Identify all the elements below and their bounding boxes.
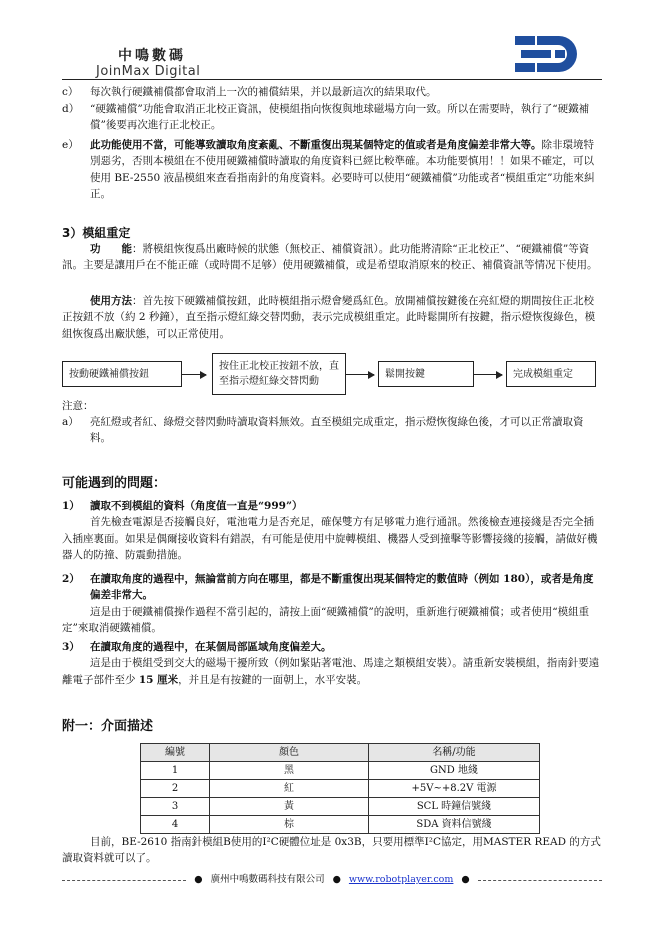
footer-bullet: ● (332, 874, 341, 885)
flow-step-4: 完成模組重定 (506, 361, 596, 387)
problem-body: 首先檢查電源是否接觸良好，電池電力是否充足，確保雙方有足够電力進行通訊。然後檢查連接綫是否完全插入插座裏面。如果是偶爾接收資料有錯誤，有可能是使用中旋轉模組、機器人受到撞擊等影響接綫的接觸，請做好機器人的防撞、防震動措施。 (62, 516, 598, 561)
problems-heading: 可能遇到的問題： (62, 476, 167, 491)
table-cell: 棕 (210, 816, 369, 834)
flow-step-1: 按動硬鐵補償按鈕 (62, 361, 182, 387)
interface-table (140, 743, 540, 834)
column-header: 名稱/功能 (369, 744, 540, 762)
problem-title: 在讀取角度的過程中，無論當前方向在哪里，都是不斷重復出現某個特定的數值時（例如 180），或者是角度偏差非常大。 (90, 573, 594, 602)
table-row (141, 798, 540, 816)
table-cell: 黃 (210, 798, 369, 816)
table-cell: GND 地綫 (369, 762, 540, 780)
note-item-a (62, 414, 602, 447)
problem-1 (62, 498, 602, 563)
table-cell: 3 (141, 798, 210, 816)
table-cell: SCL 時鐘信號綫 (369, 798, 540, 816)
problem-body-emphasis: 15 厘米 (138, 673, 179, 686)
problem-title: 在讀取角度的過程中，在某個局部區域角度偏差大。 (90, 641, 332, 653)
table-header-row (141, 744, 540, 762)
table-cell: 4 (141, 816, 210, 834)
usage-text: ：首先按下硬鐵補償按鈕，此時模組指示燈會變爲紅色。放開補償按鍵後在亮紅燈的期間按住正北校正按鈕不放（約 2 秒鐘），直至指示燈紅綠交替閃動，表示完成模組重定。此時鬆開所有按鍵，指示燈恢復綠色，模組恢復爲出廠狀態，可以正常使用。 (62, 295, 596, 340)
usage-label: 使用方法 (90, 295, 132, 307)
problem-title: 讀取不到模組的資料（角度值一直是“999”） (90, 500, 303, 512)
flow-arrow (474, 374, 502, 375)
problem-2 (62, 571, 602, 636)
table-row (141, 780, 540, 798)
column-header: 編號 (141, 744, 210, 762)
function-paragraph (62, 241, 602, 274)
list-label: 2） (62, 573, 80, 585)
list-label: d） (62, 103, 80, 115)
function-label: 功 能 (90, 243, 132, 255)
note-label: 注意： (62, 400, 94, 412)
table-cell: 2 (141, 780, 210, 798)
page-footer (62, 873, 602, 888)
table-cell: +5V~+8.2V 電源 (369, 780, 540, 798)
appendix-heading: 附一：介面描述 (62, 719, 154, 734)
note-text: 亮紅燈或者紅、綠燈交替閃動時讀取資料無效。直至模組完成重定，指示燈恢復綠色後，才可以正常讀取資料。 (90, 416, 584, 445)
table-cell: 1 (141, 762, 210, 780)
usage-paragraph (62, 293, 602, 342)
column-header: 顏色 (210, 744, 369, 762)
problem-body-text: ，并且是有按鍵的一面朝上，水平安裝。 (178, 673, 368, 686)
function-text: ：將模組恢復爲出廠時候的狀態（無校正、補償資訊）。此功能將清除“正北校正”、“硬鐵補償”等資訊。主要是讓用戶在不能正確（或時間不足够）使用硬鐵補償，或是希望取消原來的校正、補償資訊等情况下使用。 (62, 243, 598, 272)
joinmax-logo-icon (515, 30, 579, 78)
list-item-d (62, 101, 602, 134)
table-cell: SDA 資料信號綫 (369, 816, 540, 834)
footer-divider (478, 880, 602, 881)
list-item-e (62, 137, 602, 202)
flow-arrow (182, 374, 206, 375)
table-row (141, 762, 540, 780)
list-item-c (62, 84, 602, 100)
flow-arrow (346, 374, 374, 375)
warning-text: 此功能使用不當，可能導致讀取角度紊亂、不斷重復出現某個特定的值或者是角度偏差非常大等。 (90, 139, 542, 151)
footer-company: 廣州中鳴數碼科技有限公司 (210, 874, 325, 885)
brand-name-cn: 中鳴數碼 (118, 48, 186, 64)
footer-divider (62, 880, 186, 881)
footer-bullet: ● (461, 874, 470, 885)
problem-3 (62, 639, 602, 688)
problem-body: 這是由于硬鐵補償操作過程不當引起的，請按上面“硬鐵補償”的說明，重新進行硬鐵補償；或者使用“模組重定”來取消硬鐵補償。 (62, 605, 590, 634)
flow-step-3: 鬆開按鍵 (378, 361, 474, 387)
list-label: 1） (62, 500, 80, 512)
footer-bullet: ● (194, 874, 203, 885)
table-cell: 紅 (210, 780, 369, 798)
section-heading: 3）模組重定 (62, 226, 131, 240)
appendix-footnote: 目前，BE-2610 指南針模組B使用的I²C硬體位址是 0x3B，只要用標準I²C協定，用MASTER READ 的方式讀取資料就可以了。 (62, 836, 601, 865)
problem-body-text: 這是由于模組受到交大的磁場干擾所致（例如緊貼著電池、馬達之類模組安裝）。請重新安裝模組，指南針要遠離電子部件至少 (62, 657, 600, 686)
list-label: a） (62, 416, 79, 428)
header-rule (62, 79, 602, 80)
footer-website-link[interactable]: www.robotplayer.com (348, 874, 454, 885)
problem-body (62, 655, 602, 688)
brand-name-en: JoinMax Digital (96, 64, 201, 79)
list-label: e） (62, 139, 79, 151)
flow-step-2: 按住正北校正按鈕不放，直至指示燈紅綠交替閃動 (212, 353, 346, 395)
list-label: c） (62, 86, 79, 98)
list-text: 除非環境特別惡劣，否則本模組在不使用硬鐵補償時讀取的角度資料已經比較準確。本功能要慎用！！如果不確定，可以使用 BE-2550 液晶模組來查看指南針的角度資料。必要時可以使用“硬鐵補償”功能或者“模組重定”功能來糾正。 (90, 139, 595, 200)
list-label: 3） (62, 641, 80, 653)
list-text: 每次執行硬鐵補償都會取消上一次的補償結果，并以最新這次的結果取代。 (90, 86, 437, 98)
table-row (141, 816, 540, 834)
table-cell: 黑 (210, 762, 369, 780)
list-text: “硬鐵補償”功能會取消正北校正資訊，使模組指向恢復與地球磁場方向一致。所以在需要時，執行了“硬鐵補償”後要再次進行正北校正。 (90, 103, 590, 132)
